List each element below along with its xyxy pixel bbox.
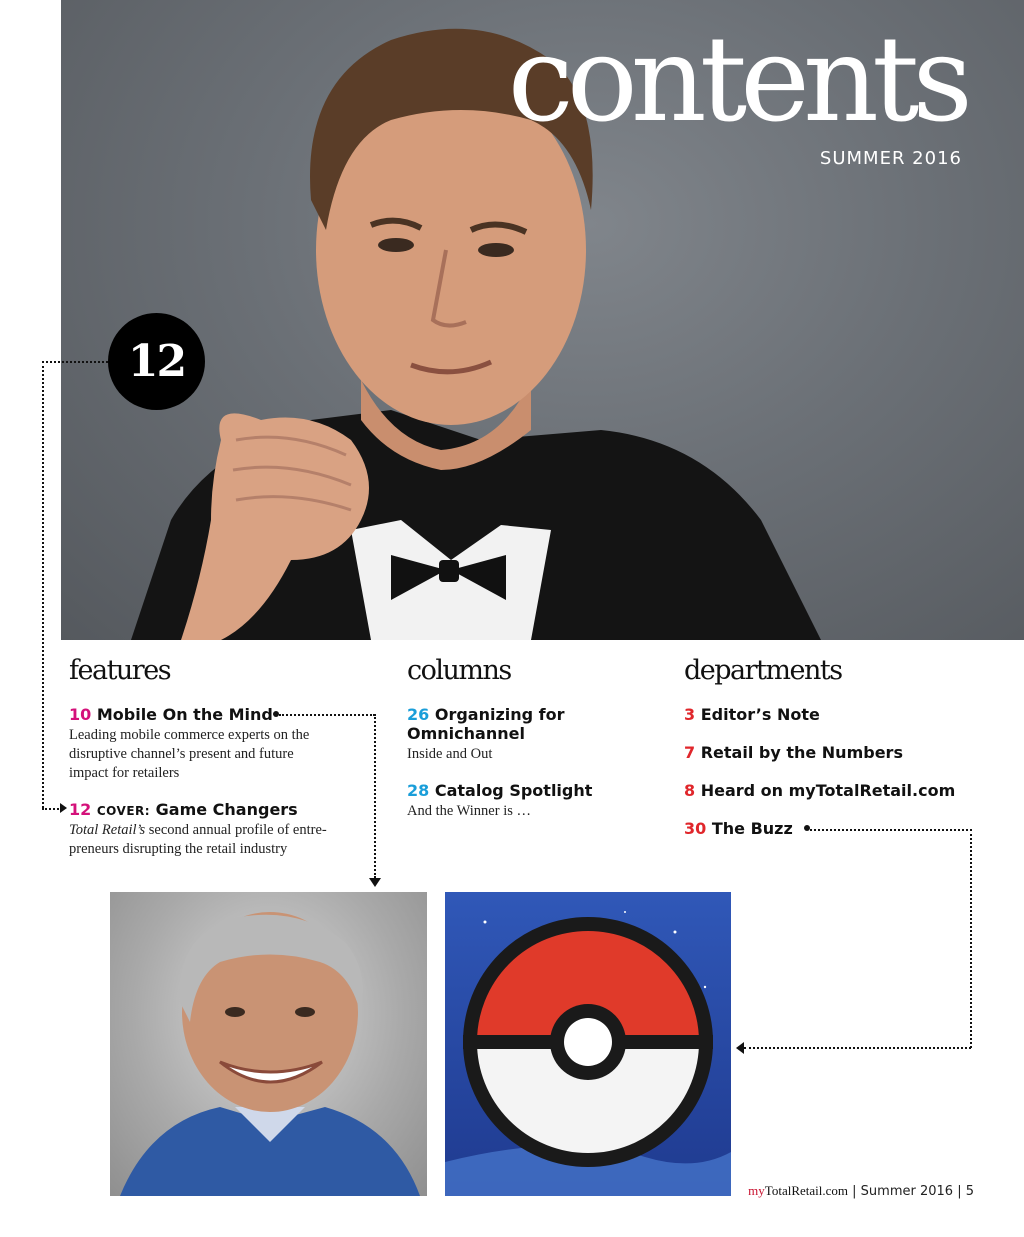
issue-label: SUMMER 2016 [819,148,962,169]
department-number: 30 [684,819,707,838]
connector-line-badge [42,361,108,363]
department-title: Retail by the Numbers [700,743,903,762]
departments-heading: departments [684,655,842,686]
column-title: Organizing for [434,705,565,724]
arrow-down-icon [369,878,381,887]
connector-line-buzz [810,829,972,831]
feature-number: 10 [69,705,92,724]
connector-line-buzz-bottom [744,1047,971,1049]
department-item-numbers[interactable] [684,743,903,762]
column-description: And the Winner is … [407,803,531,819]
feature-description: Leading mobile commerce experts on the disruptive channel’s present and future impact for retailers [69,727,310,781]
pokeball-icon [445,892,731,1196]
cover-tag: COVER: [96,804,151,818]
features-heading: features [69,655,171,686]
department-title: The Buzz [711,819,793,838]
column-item-catalog[interactable] [407,781,592,800]
columns-heading: columns [407,655,511,686]
arrow-left-icon [736,1042,744,1054]
column-description: Inside and Out [407,746,493,762]
column-number: 26 [407,705,430,724]
footer-brand-my: my [748,1183,765,1198]
connector-line-badge-vertical [42,361,44,808]
column-title: Catalog Spotlight [434,781,593,800]
department-item-heard[interactable] [684,781,955,800]
connector-line-badge-bottom [42,808,62,810]
department-number: 8 [684,781,696,800]
connector-line-buzz-vertical [970,829,972,1048]
column-number: 28 [407,781,430,800]
page-title: contents [507,10,966,148]
connector-line-feature [279,714,375,716]
column-title-line2: Omnichannel [407,724,525,743]
arrow-right-icon [60,803,67,813]
cover-page-badge: 12 [108,313,205,410]
feature-description: Total Retail’s second annual profile of entre- preneurs disrupting the retail industry [69,822,327,857]
department-title: Editor’s Note [700,705,820,724]
department-item-editors-note[interactable] [684,705,820,724]
footer-brand: TotalRetail.com [764,1183,849,1198]
department-title: Heard on myTotalRetail.com [700,781,956,800]
pokeball-app-icon [445,892,731,1196]
page-footer [748,1183,974,1199]
column-item-omnichannel[interactable] [407,705,627,743]
footer-separator: | [852,1184,861,1199]
feature-item-mobile[interactable] [69,705,273,724]
feature-item-cover[interactable] [69,800,298,821]
footer-separator: | [957,1184,966,1199]
feature-title: Mobile On the Mind [96,705,273,724]
department-item-buzz[interactable] [684,819,793,838]
department-number: 7 [684,743,696,762]
department-number: 3 [684,705,696,724]
feature-number: 12 [69,800,92,819]
page-number: 5 [965,1184,974,1199]
footer-issue: Summer 2016 [860,1184,954,1199]
portrait-illustration [110,892,427,1196]
portrait-photo [110,892,427,1196]
feature-title: Game Changers [155,800,298,819]
